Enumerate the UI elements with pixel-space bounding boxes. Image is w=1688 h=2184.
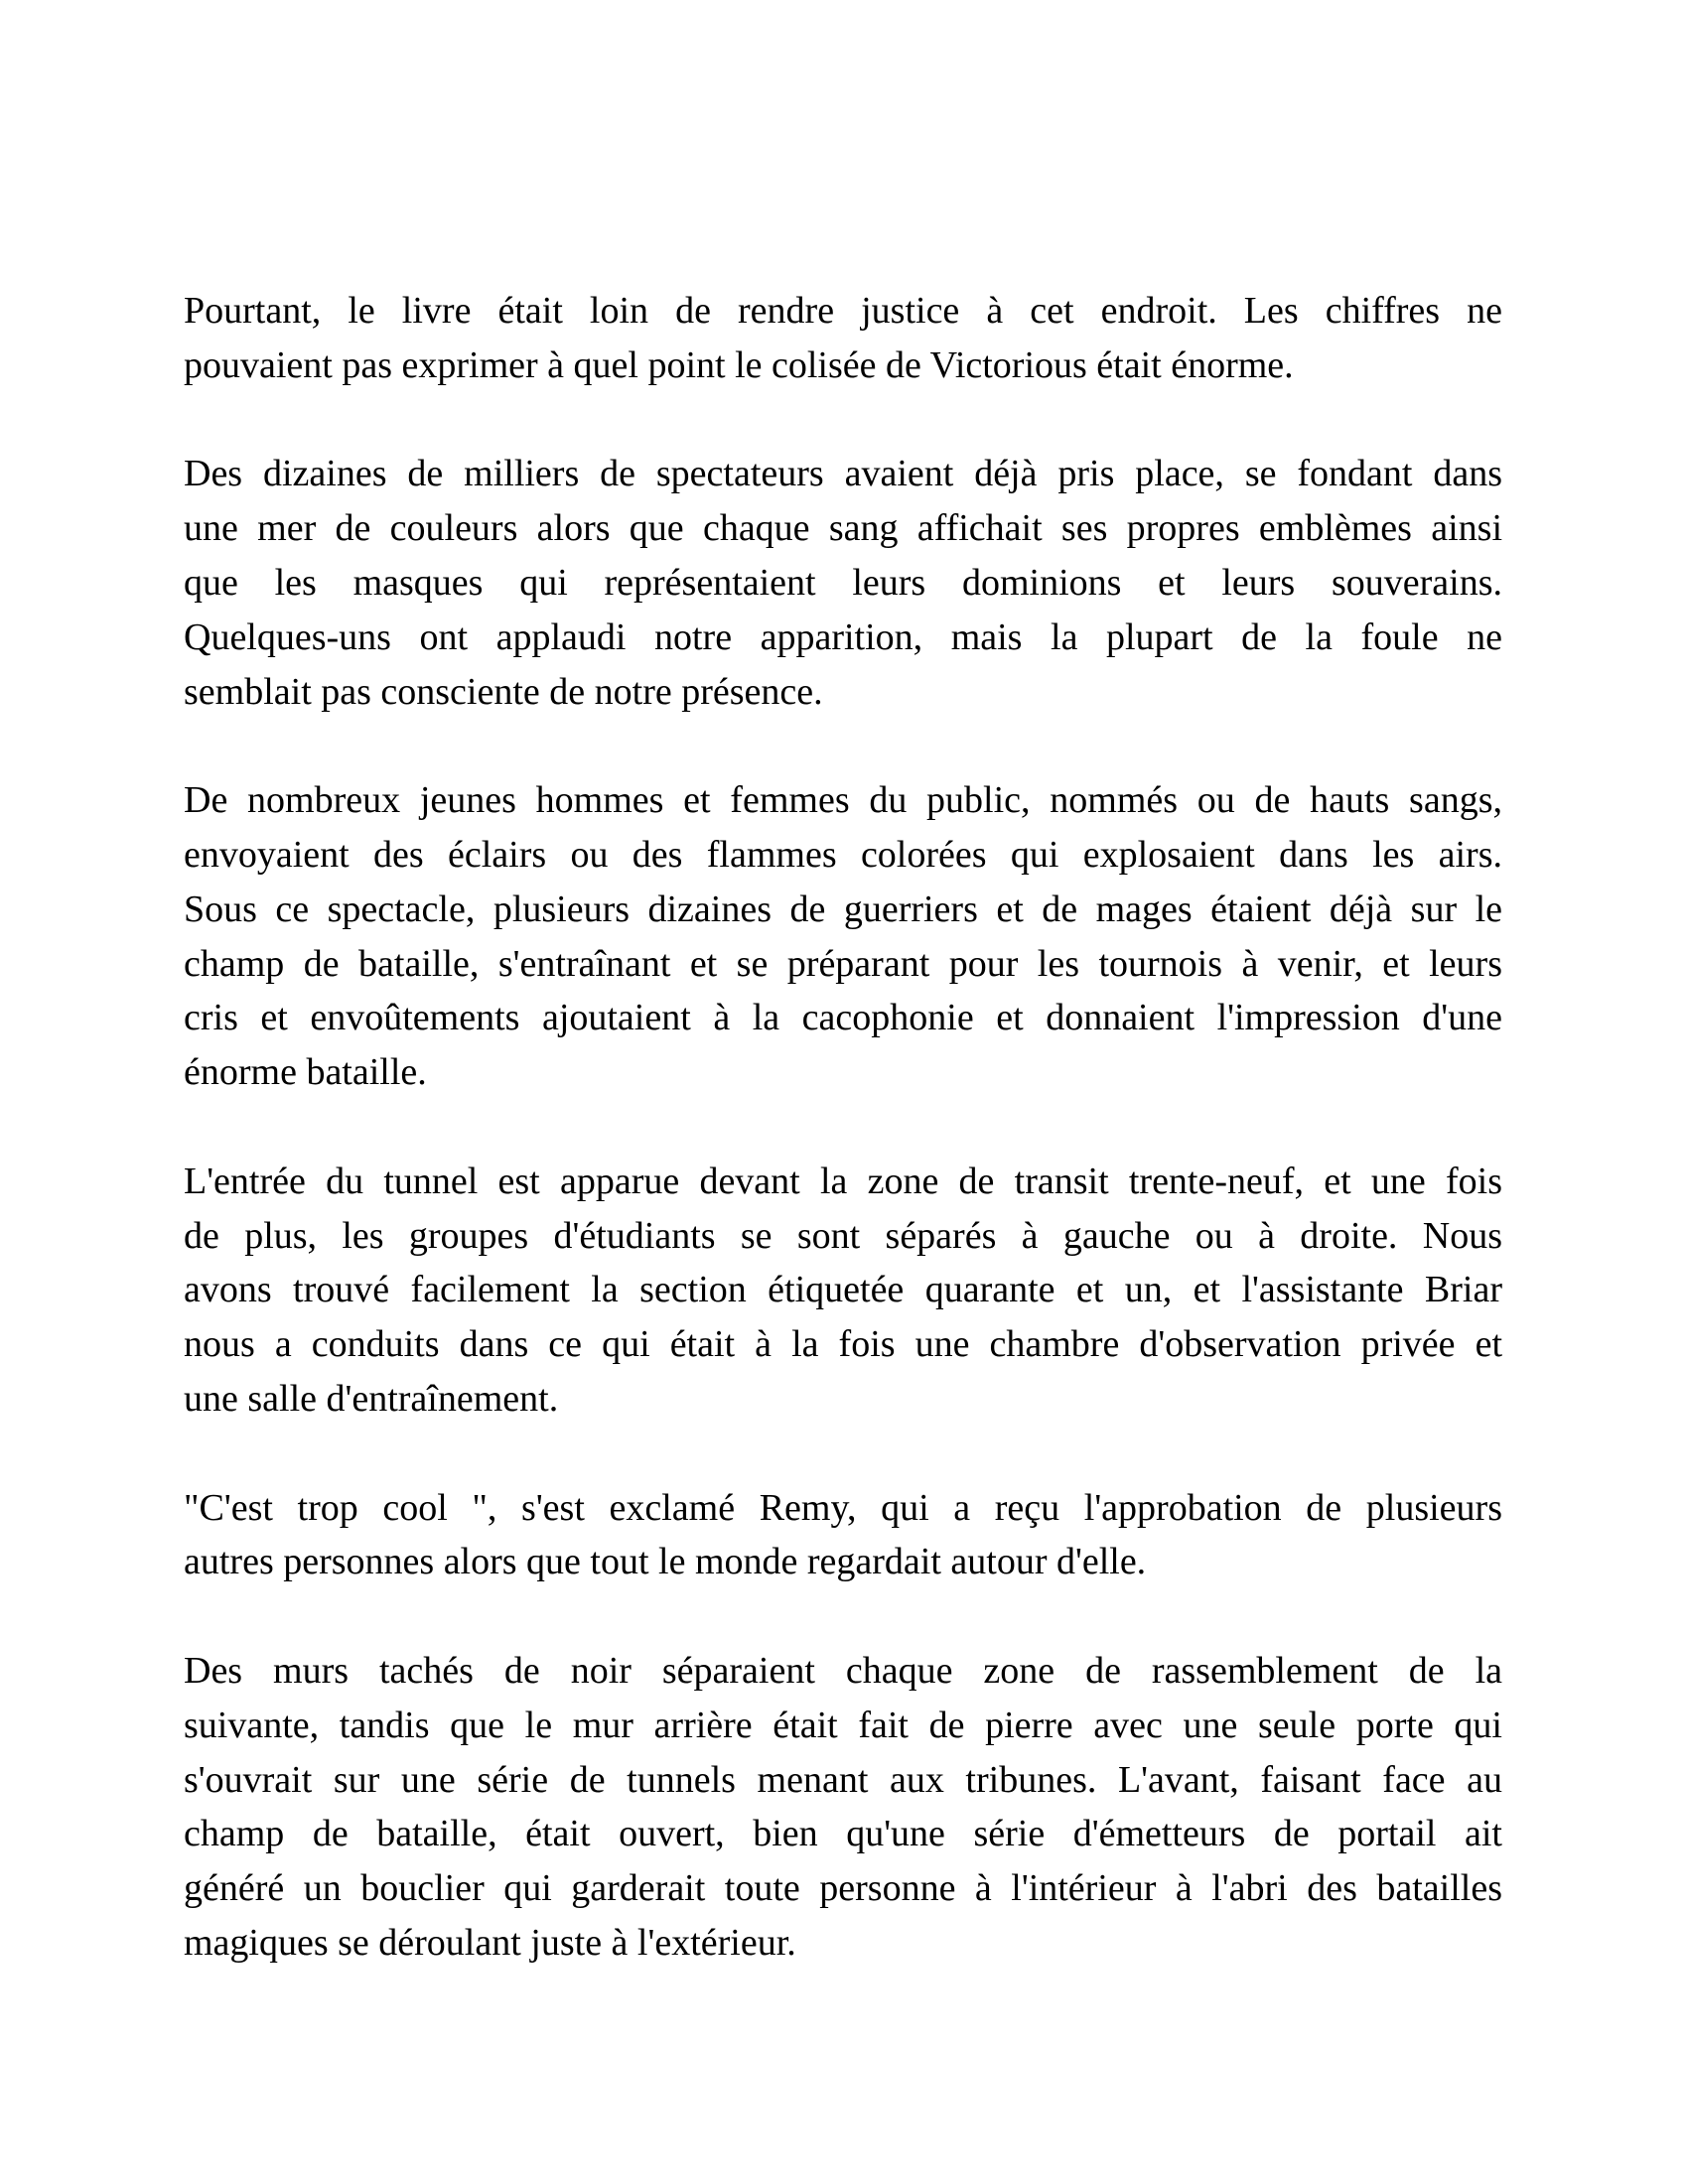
text-line: Des murs tachés de noir séparaient chaque zone de rassemblement de la	[184, 1649, 1502, 1692]
text-line: énorme bataille.	[184, 1051, 427, 1094]
paragraph-2	[184, 447, 1502, 719]
text-line: envoyaient des éclairs ou des flammes colorées qui explosaient dans les airs.	[184, 833, 1502, 876]
text-line: une salle d'entraînement.	[184, 1377, 559, 1420]
text-line: semblait pas consciente de notre présence.	[184, 670, 823, 713]
text-line: suivante, tandis que le mur arrière était fait de pierre avec une seule porte qui	[184, 1704, 1502, 1746]
text-line: De nombreux jeunes hommes et femmes du public, nommés ou de hauts sangs,	[184, 779, 1502, 822]
text-line: Des dizaines de milliers de spectateurs avaient déjà pris place, se fondant dans	[184, 453, 1502, 495]
text-line: magiques se déroulant juste à l'extérieur.	[184, 1921, 796, 1964]
text-line: champ de bataille, était ouvert, bien qu'une série d'émetteurs de portail ait	[184, 1813, 1502, 1855]
text-line: avons trouvé facilement la section étiquetée quarante et un, et l'assistante Briar	[184, 1269, 1502, 1311]
text-line: de plus, les groupes d'étudiants se sont séparés à gauche ou à droite. Nous	[184, 1214, 1502, 1257]
document-page	[184, 284, 1502, 2025]
text-line: pouvaient pas exprimer à quel point le colisée de Victorious était énorme.	[184, 343, 1294, 386]
text-line: Quelques-uns ont applaudi notre apparition, mais la plupart de la foule ne	[184, 615, 1502, 658]
text-line: autres personnes alors que tout le monde regardait autour d'elle.	[184, 1541, 1147, 1583]
text-line: Sous ce spectacle, plusieurs dizaines de guerriers et de mages étaient déjà sur le	[184, 887, 1502, 930]
paragraph-6	[184, 1644, 1502, 1971]
text-line: nous a conduits dans ce qui était à la fois une chambre d'observation privée et	[184, 1323, 1502, 1366]
text-line: une mer de couleurs alors que chaque sang affichait ses propres emblèmes ainsi	[184, 507, 1502, 550]
paragraph-1	[184, 284, 1502, 393]
text-line: champ de bataille, s'entraînant et se préparant pour les tournois à venir, et leurs	[184, 942, 1502, 985]
text-line: "C'est trop cool ", s'est exclamé Remy, qui a reçu l'approbation de plusieurs	[184, 1486, 1502, 1529]
text-line: s'ouvrait sur une série de tunnels menant aux tribunes. L'avant, faisant face au	[184, 1758, 1502, 1801]
text-line: cris et envoûtements ajoutaient à la cacophonie et donnaient l'impression d'une	[184, 997, 1502, 1039]
paragraph-3	[184, 773, 1502, 1100]
paragraph-4	[184, 1155, 1502, 1427]
paragraph-5	[184, 1481, 1502, 1590]
text-line: Pourtant, le livre était loin de rendre justice à cet endroit. Les chiffres ne	[184, 290, 1502, 332]
text-line: que les masques qui représentaient leurs dominions et leurs souverains.	[184, 561, 1502, 604]
text-line: généré un bouclier qui garderait toute personne à l'intérieur à l'abri des batailles	[184, 1867, 1502, 1910]
text-line: L'entrée du tunnel est apparue devant la zone de transit trente-neuf, et une fois	[184, 1160, 1502, 1202]
